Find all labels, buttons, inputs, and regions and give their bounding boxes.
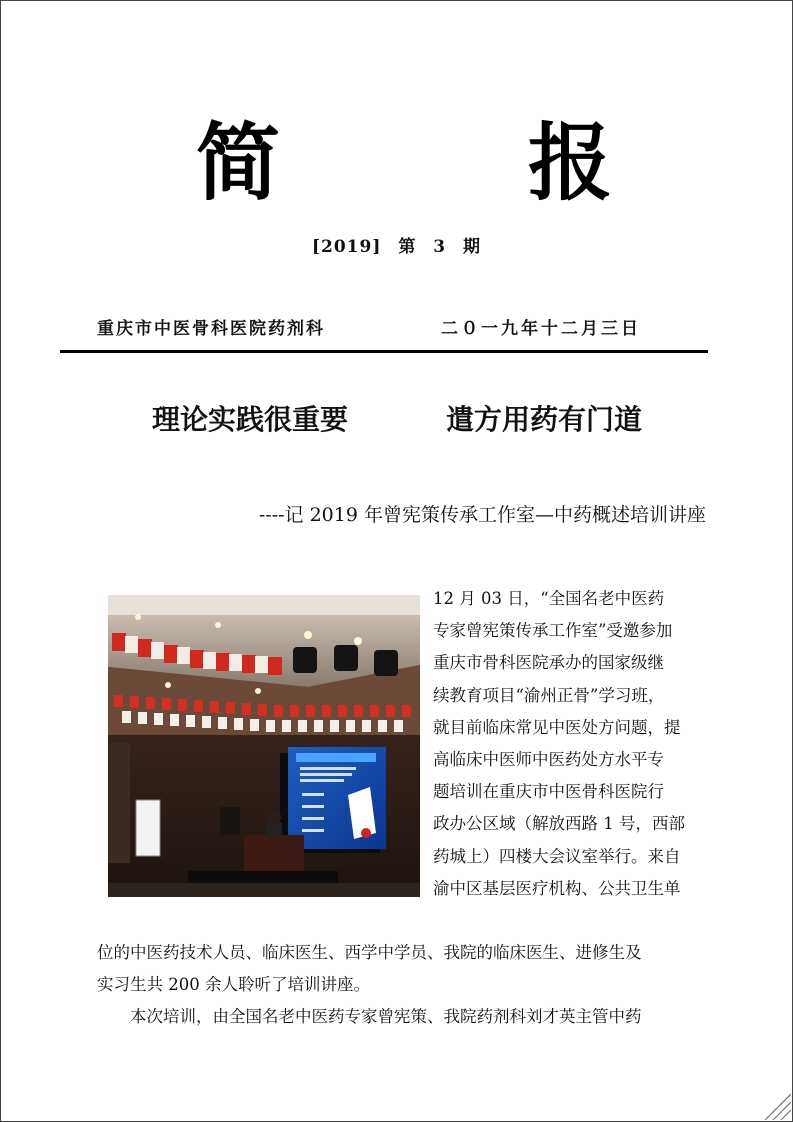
- article-line: 药城上）四楼大会议室举行。来自: [433, 846, 681, 866]
- article-line: 题培训在重庆市中医骨科医院行: [433, 782, 664, 802]
- article-line: 专家曾宪策传承工作室”受邀参加: [433, 621, 673, 641]
- article-line: 重庆市骨科医院承办的国家级继: [433, 653, 664, 673]
- header-divider: [60, 350, 708, 353]
- article-line: 位的中医药技术人员、临床医生、西学中学员、我院的临床医生、进修生及: [97, 943, 642, 962]
- title-part-1: 理论实践很重要: [152, 403, 349, 436]
- department: 重庆市中医骨科医院药剂科: [97, 319, 325, 339]
- issue-qi: 期: [463, 237, 481, 257]
- article-line: 政办公区域（解放西路 1 号，西部: [433, 814, 685, 834]
- issue-number: 3: [433, 237, 447, 257]
- article-line: 本次培训，由全国名老中医药专家曾宪策、我院药剂科刘才英主管中药: [130, 1007, 642, 1026]
- issue-di: 第: [398, 237, 417, 257]
- article-line: 实习生共 200 余人聆听了培训讲座。: [97, 975, 370, 994]
- masthead-char-bao: 报: [528, 114, 613, 212]
- article-line: 续教育项目“渝州正骨”学习班，: [433, 685, 665, 705]
- masthead-char-jian: 简: [196, 114, 281, 212]
- title-part-2: 遣方用药有门道: [446, 403, 643, 436]
- issue-year: [2019]: [311, 237, 382, 257]
- corner-mark: [765, 1094, 791, 1120]
- article-line: 渝中区基层医疗机构、公共卫生单: [433, 878, 681, 898]
- article-line: 12 月 03 日，“全国名老中医药: [433, 589, 665, 608]
- article-line: 就目前临床常见中医处方问题，提: [433, 717, 681, 737]
- publish-date: 二０一九年十二月三日: [441, 319, 641, 339]
- masthead: [0, 114, 793, 212]
- lecture-photo-illustration: [108, 595, 420, 897]
- article-subtitle: ----记 2019 年曾宪策传承工作室—中药概述培训讲座: [258, 504, 706, 526]
- issue-line: [0, 232, 793, 257]
- article-line: 高临床中医师中医药处方水平专: [433, 750, 664, 770]
- lecture-photo: [108, 595, 420, 897]
- article-wrapped-text: [433, 583, 708, 905]
